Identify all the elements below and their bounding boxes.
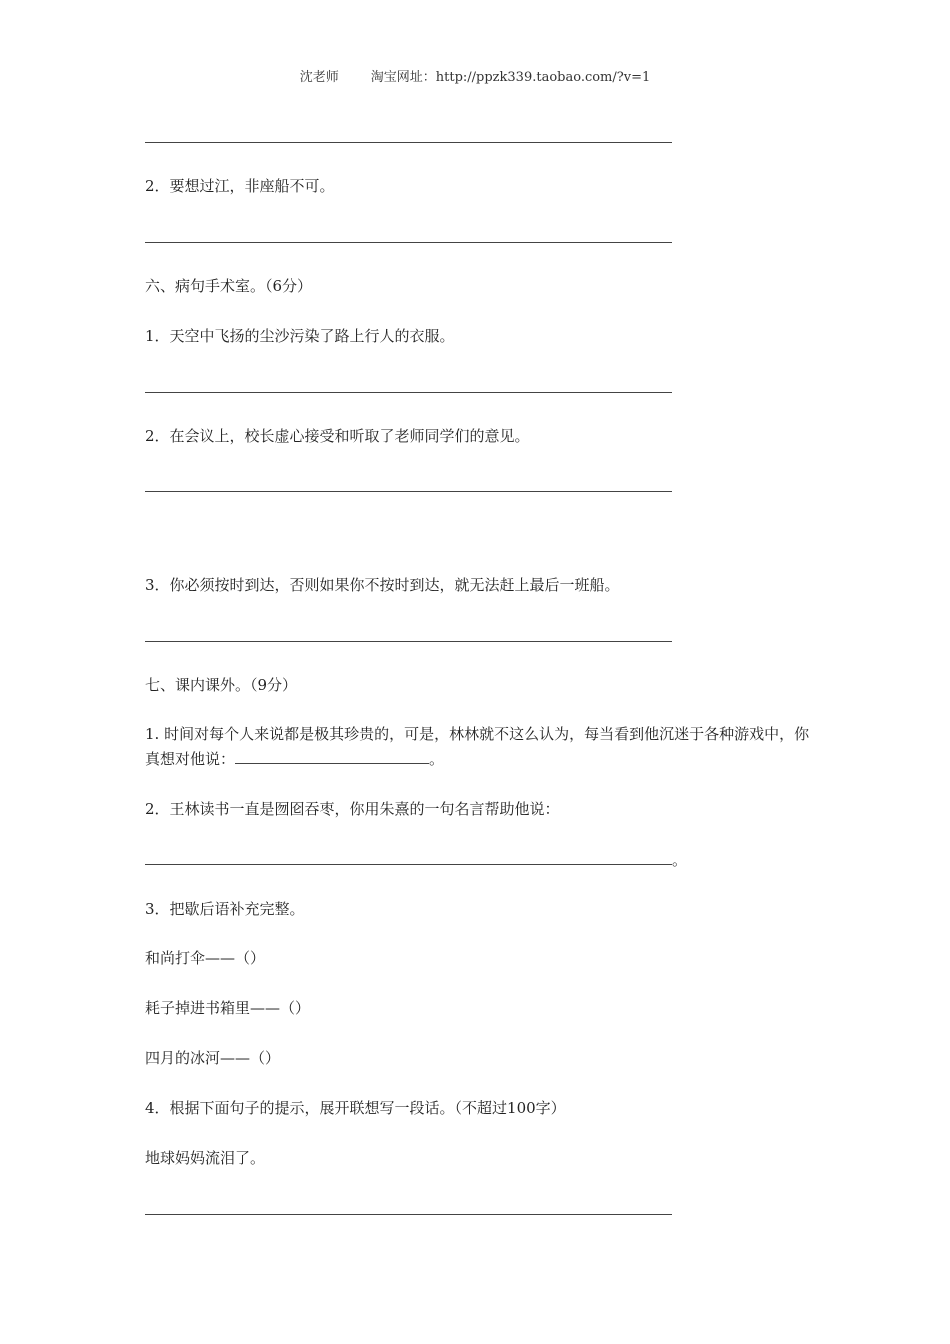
answer-line[interactable] <box>145 1214 672 1215</box>
question-body: 1. 时间对每个人来说都是极其珍贵的，可是，林林就不这么认为，每当看到他沉迷于各种游戏中，你真想对他说： <box>145 725 810 768</box>
answer-line[interactable] <box>145 142 672 143</box>
question-end: 。 <box>429 750 445 768</box>
header-teacher: 沈老师 <box>299 70 339 85</box>
question-text: 3．你必须按时到达，否则如果你不按时到达，就无法赶上最后一班船。 <box>145 576 620 594</box>
question-text: 3．把歇后语补充完整。 <box>145 900 305 918</box>
writing-prompt: 地球妈妈流泪了。 <box>145 1149 266 1167</box>
answer-line[interactable] <box>145 242 672 243</box>
question-text: 2．要想过江，非座船不可。 <box>145 177 335 195</box>
answer-line[interactable] <box>145 641 672 642</box>
answer-end-punct: 。 <box>672 851 688 869</box>
question-text: 4．根据下面句子的提示，展开联想写一段话。（不超过100字） <box>145 1099 566 1117</box>
answer-line[interactable] <box>145 392 672 393</box>
question-text: 2．在会议上，校长虚心接受和听取了老师同学们的意见。 <box>145 427 530 445</box>
xiehouyu-item: 耗子掉进书箱里——（） <box>145 999 311 1017</box>
question-text: 1．天空中飞扬的尘沙污染了路上行人的衣服。 <box>145 327 455 345</box>
answer-line[interactable] <box>145 491 672 492</box>
section-title: 六、病句手术室。（6分） <box>145 277 313 295</box>
xiehouyu-item: 和尚打伞——（） <box>145 949 266 967</box>
fill-blank[interactable] <box>235 747 429 764</box>
section-title: 七、课内课外。（9分） <box>145 676 298 694</box>
page-header <box>0 66 950 85</box>
question-text <box>145 722 815 772</box>
question-text: 2．王林读书一直是囫囵吞枣，你用朱熹的一句名言帮助他说： <box>145 800 560 818</box>
header-shop-url: 淘宝网址：http://ppzk339.taobao.com/?v=1 <box>370 70 651 85</box>
answer-line[interactable] <box>145 864 672 865</box>
xiehouyu-item: 四月的冰河——（） <box>145 1049 281 1067</box>
